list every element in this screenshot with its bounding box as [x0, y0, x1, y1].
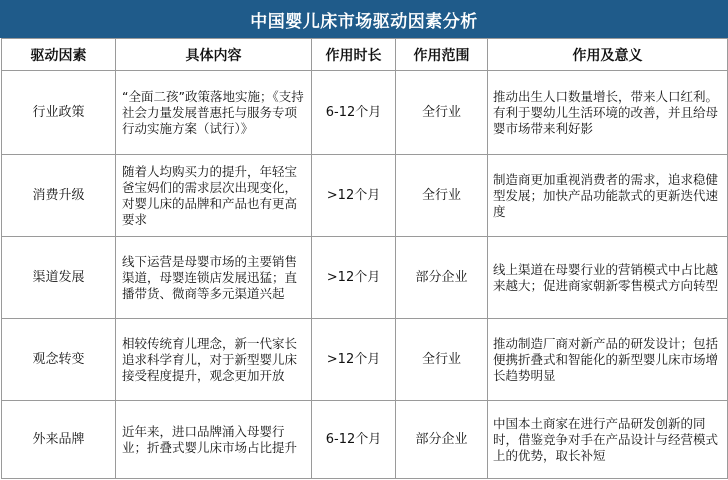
cell-factor: 行业政策: [2, 71, 116, 155]
cell-meaning: 中国本土商家在进行产品研发创新的同时，借鉴竞争对手在产品设计与经营模式上的优势，取长补短: [488, 401, 728, 479]
table-row: [2, 401, 728, 479]
cell-content: 随着人均购买力的提升，年轻宝爸宝妈们的需求层次出现变化，对婴儿床的品牌和产品也有更高要求: [116, 155, 312, 237]
cell-scope: 部分企业: [396, 237, 488, 319]
driver-table: [1, 38, 728, 479]
header-duration: 作用时长: [312, 39, 396, 71]
cell-content: “全面二孩”政策落地实施；《支持社会力量发展普惠托与服务专项行动实施方案（试行）》: [116, 71, 312, 155]
table-row: [2, 71, 728, 155]
cell-duration: 6-12个月: [312, 401, 396, 479]
cell-meaning: 推动制造厂商对新产品的研发设计；包括便携折叠式和智能化的新型婴儿床市场增长趋势明显: [488, 319, 728, 401]
cell-factor: 渠道发展: [2, 237, 116, 319]
header-scope: 作用范围: [396, 39, 488, 71]
header-factor: 驱动因素: [2, 39, 116, 71]
cell-duration: >12个月: [312, 155, 396, 237]
header-meaning: 作用及意义: [488, 39, 728, 71]
cell-content: 相较传统育儿理念，新一代家长追求科学育儿，对于新型婴儿床接受程度提升，观念更加开放: [116, 319, 312, 401]
cell-meaning: 推动出生人口数量增长，带来人口红利。有利于婴幼儿生活环境的改善，并且给母婴市场带来利好影: [488, 71, 728, 155]
header-content: 具体内容: [116, 39, 312, 71]
cell-factor: 观念转变: [2, 319, 116, 401]
cell-factor: 外来品牌: [2, 401, 116, 479]
cell-meaning: 线上渠道在母婴行业的营销模式中占比越来越大；促进商家朝新零售模式方向转型: [488, 237, 728, 319]
cell-scope: 全行业: [396, 71, 488, 155]
cell-duration: >12个月: [312, 237, 396, 319]
cell-scope: 部分企业: [396, 401, 488, 479]
table-row: [2, 237, 728, 319]
cell-scope: 全行业: [396, 155, 488, 237]
table-row: [2, 155, 728, 237]
table-row: [2, 319, 728, 401]
cell-scope: 全行业: [396, 319, 488, 401]
cell-content: 线下运营是母婴市场的主要销售渠道，母婴连锁店发展迅猛；直播带货、微商等多元渠道兴起: [116, 237, 312, 319]
page-title: 中国婴儿床市场驱动因素分析: [0, 0, 728, 38]
cell-factor: 消费升级: [2, 155, 116, 237]
cell-duration: 6-12个月: [312, 71, 396, 155]
cell-duration: >12个月: [312, 319, 396, 401]
cell-meaning: 制造商更加重视消费者的需求，追求稳健型发展；加快产品功能款式的更新迭代速度: [488, 155, 728, 237]
cell-content: 近年来，进口品牌涌入母婴行业；折叠式婴儿床市场占比提升: [116, 401, 312, 479]
header-row: [2, 39, 728, 71]
